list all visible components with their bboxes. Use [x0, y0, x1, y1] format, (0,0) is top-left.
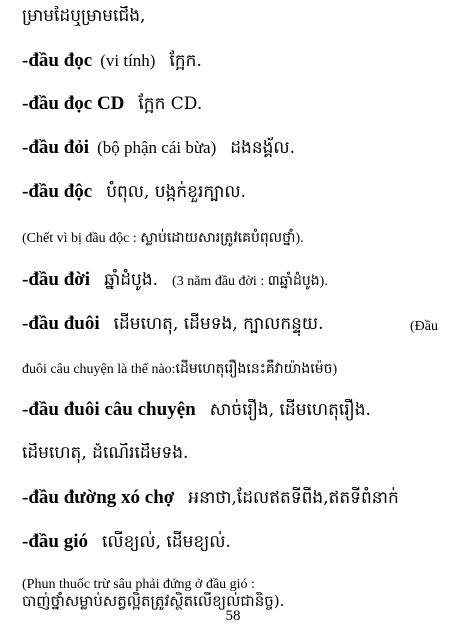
entry-headword: -đầu đuôi câu chuyện — [22, 399, 196, 420]
page-number: 58 — [225, 608, 241, 624]
entry-headword: -đầu độc — [22, 181, 93, 202]
entry-headword: -đầu đuôi — [22, 313, 100, 334]
entry-headword: -đầu gió — [22, 531, 88, 552]
example-text-start: (Đầu — [410, 319, 438, 334]
khmer-definition: លើខ្យល់, ដើមខ្យល់. — [102, 532, 231, 552]
entry-headword: -đầu đời — [22, 269, 91, 290]
khmer-definition: ដើមហេតុ, ដើមទង, ក្បាលកន្ទុយ. — [113, 314, 324, 334]
khmer-definition: អនាថា,ដែលឥតទីពឹង,ឥតទីពំនាក់ — [188, 488, 399, 508]
entry-headword: -đầu đỏi — [22, 137, 90, 158]
example-text: (Chết vì bị đầu độc : ស្លាប់ដោយសារត្រូវគេបំពុលថ្នាំ). — [22, 231, 304, 246]
khmer-text: បាញ់ថ្នាំសម្លាប់សត្វល្អិតត្រូវស្ថិតលើខ្យល់ជានិច្ច). — [22, 592, 285, 610]
entry-dau-duoi-cau-chuyen — [22, 399, 452, 422]
khmer-definition: ក្អែក CD. — [138, 94, 203, 114]
example-poisoned — [22, 227, 452, 248]
entry-dau-doc-computing — [22, 50, 452, 73]
entry-dau-duong-xo-cho — [22, 487, 452, 510]
entry-usage-note: (vi tính) — [100, 51, 156, 70]
entry-dau-gio — [22, 531, 452, 554]
entry-headword: -đầu đọc CD — [22, 93, 125, 114]
entry-headword: -đầu đường xó chợ — [22, 487, 175, 508]
entry-dau-duoi — [22, 313, 452, 336]
entry-dau-doc-poison — [22, 181, 452, 204]
line-continuation-origin — [22, 443, 452, 463]
line-continuation-fingers-toes — [22, 6, 452, 26]
example-spray-pesticide — [22, 573, 452, 594]
khmer-definition: ក្អែក. — [169, 51, 202, 71]
khmer-definition: ឆ្នាំដំបូង. — [104, 270, 159, 290]
example-dau-duoi-continued — [22, 358, 452, 379]
example-text: (Phun thuốc trừ sâu phải đứng ở đầu gió : — [22, 577, 255, 592]
entry-dau-doi — [22, 137, 452, 160]
khmer-text: ដើមហេតុ, ដំណើរដើមទង. — [22, 443, 189, 463]
entry-dau-doc-cd — [22, 93, 452, 116]
entry-headword: -đầu đọc — [22, 50, 93, 71]
khmer-definition: បំពុល, បង្កក់ខួរក្បាល. — [106, 182, 246, 202]
khmer-definition: ដងនង្គ័ល. — [230, 138, 296, 158]
example-text: đuôi câu chuyện là thế nào:ដើមហេតុរឿងនេះគឺវាយ៉ាងម៉េច) — [22, 362, 338, 377]
entry-usage-note: (bộ phận cái bừa) — [97, 138, 217, 157]
khmer-definition: សាច់រឿង, ដើមហេតុរឿង. — [209, 400, 371, 420]
khmer-text: ម្រាមដៃឬម្រាមជើង, — [22, 6, 146, 26]
entry-dau-doi-life — [22, 269, 452, 292]
example-text: (3 năm đầu đời : ៣ឆ្នាំដំបូង). — [172, 274, 328, 289]
